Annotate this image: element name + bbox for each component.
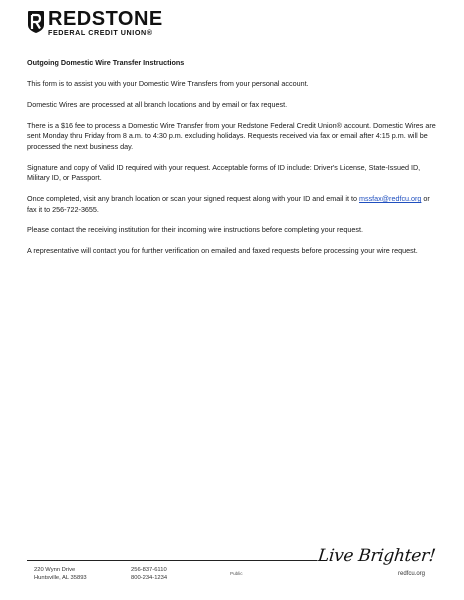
processing-paragraph: Domestic Wires are processed at all branch locations and by email or fax request.: [27, 99, 288, 109]
document-body: [27, 58, 439, 267]
slogan: Live Brighter!: [316, 546, 437, 566]
fee-paragraph: There is a $16 fee to process a Domestic Wire Transfer from your Redstone Federal Credit Union® account. Domestic Wires are sent Monday thru Friday from 8 a.m. to 4:30 p.m. excluding holidays. Requests received via fax or email after 4:15 p.m. will be processed the next business day.: [27, 120, 436, 151]
submission-paragraph: [27, 194, 439, 215]
brand-name: REDSTONE: [48, 8, 163, 30]
footer-divider: [27, 560, 317, 561]
email-link[interactable]: mssfax@redfcu.org: [359, 194, 422, 204]
footer-phones: [131, 566, 167, 582]
redstone-shield-icon: [27, 10, 45, 34]
address-line-1: 220 Wynn Drive: [34, 567, 76, 573]
submission-text-start: Once completed, visit any branch location or scan your signed request along with your ID and email it to: [27, 194, 359, 204]
receiving-institution-paragraph: Please contact the receiving institution for their incoming wire instructions before completing your request.: [27, 225, 363, 235]
verification-paragraph: A representative will contact you for further verification on emailed and faxed requests before processing your wire request.: [27, 246, 418, 256]
submission-text-end: or fax it to 256-722-3655.: [27, 194, 430, 214]
intro-paragraph: This form is to assist you with your Domestic Wire Transfers from your personal account.: [27, 79, 309, 89]
footer-address: [34, 566, 87, 582]
redstone-logo: [27, 10, 163, 37]
classification-label: Public: [230, 571, 243, 576]
document-heading: Outgoing Domestic Wire Transfer Instructions: [27, 58, 185, 67]
phone-number-2: 800-234-1234: [131, 575, 168, 581]
id-requirements-paragraph: Signature and copy of Valid ID required with your request. Acceptable forms of ID include: Driver's License, State-Issued ID, Military ID, or Passport.: [27, 162, 421, 183]
brand-tagline: FEDERAL CREDIT UNION®: [48, 28, 153, 37]
phone-number-1: 256-837-6110: [131, 567, 167, 573]
address-line-2: Huntsville, AL 35893: [34, 575, 87, 581]
website-url: redfcu.org: [398, 571, 426, 577]
